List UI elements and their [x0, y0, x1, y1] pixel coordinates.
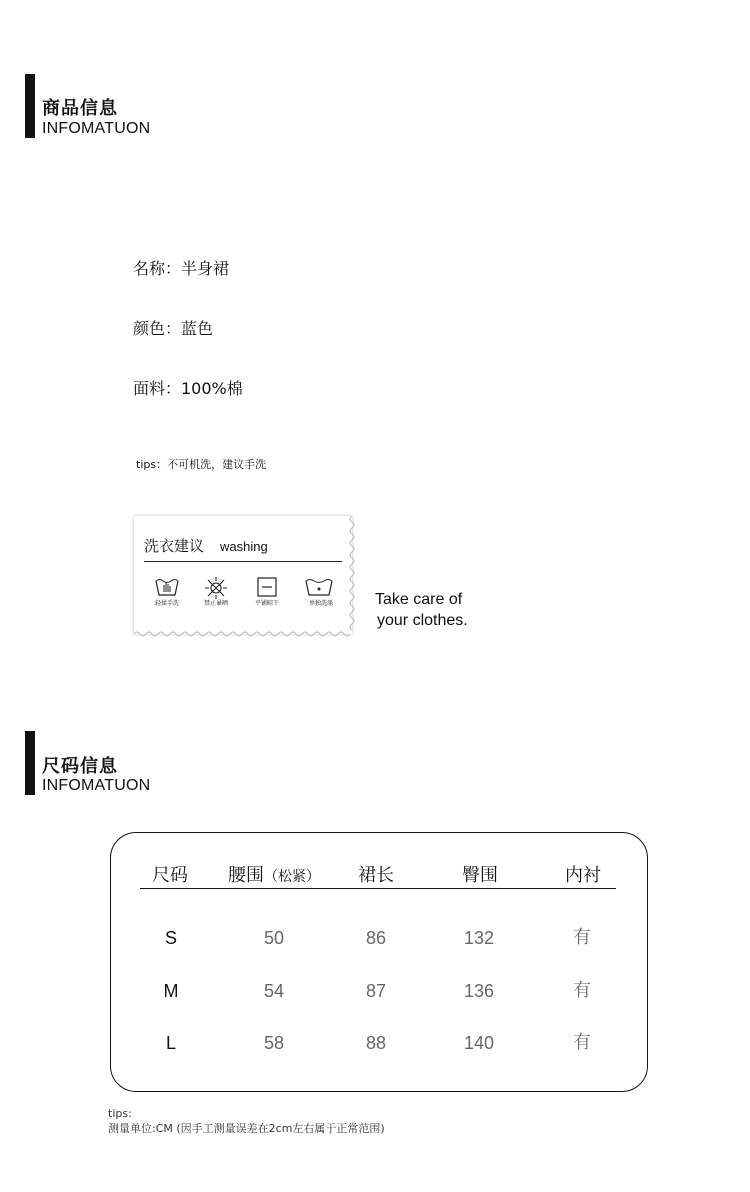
header-size: 尺码 — [152, 865, 188, 886]
care-text-line1: Take care of — [375, 591, 463, 608]
row-lining-s: 有 — [573, 927, 591, 948]
section-marker-bar — [25, 731, 35, 795]
header-hip: 臀围 — [462, 865, 498, 886]
header-waist-note: （松紧） — [264, 869, 320, 885]
washing-title-en: washing — [220, 539, 268, 554]
header-waist: 腰围（松紧） — [228, 865, 320, 886]
row-size-m: M — [163, 981, 179, 1001]
header-length: 裙长 — [358, 865, 394, 886]
row-length-s: 86 — [365, 928, 387, 948]
washing-tips: tips：不可机洗，建议手洗 — [136, 458, 267, 471]
product-fabric: 面料：100%棉 — [133, 379, 243, 398]
no-sun-caption: 禁止暴晒 — [203, 600, 228, 607]
row-hip-s: 132 — [463, 928, 495, 948]
product-section-title: 商品信息 — [42, 98, 118, 119]
flat-dry-caption: 平铺晾干 — [254, 600, 279, 607]
footer-tips-text: 测量单位:CM (因手工测量误差在2cm左右属于正常范围) — [108, 1122, 385, 1135]
row-waist-m: 54 — [263, 981, 285, 1001]
row-lining-l: 有 — [573, 1032, 591, 1053]
scalloped-edge — [134, 630, 352, 638]
separate-wash-caption: 单独洗涤 — [308, 600, 333, 607]
washing-divider — [144, 561, 342, 562]
row-waist-s: 50 — [263, 928, 285, 948]
care-text-line2: your clothes. — [377, 612, 468, 629]
washing-card — [134, 516, 352, 634]
row-size-l: L — [165, 1033, 176, 1053]
row-hip-m: 136 — [463, 981, 495, 1001]
size-section-subtitle: INFOMATUON — [42, 777, 151, 794]
header-divider — [140, 888, 616, 889]
size-section-title: 尺码信息 — [42, 756, 118, 777]
row-waist-l: 58 — [263, 1033, 285, 1053]
hand-wash-caption: 轻揉手洗 — [154, 600, 179, 607]
product-section-subtitle: INFOMATUON — [42, 120, 151, 137]
product-color: 颜色：蓝色 — [133, 319, 214, 338]
section-marker-bar — [25, 74, 35, 138]
row-length-l: 88 — [365, 1033, 387, 1053]
header-lining: 内衬 — [565, 865, 601, 886]
washing-title-cn: 洗衣建议 — [144, 537, 205, 555]
product-name: 名称：半身裙 — [133, 259, 230, 278]
footer-tips-label: tips: — [108, 1107, 132, 1120]
row-hip-l: 140 — [463, 1033, 495, 1053]
row-lining-m: 有 — [573, 980, 591, 1001]
scalloped-edge-right — [348, 516, 356, 634]
row-size-s: S — [164, 928, 177, 948]
row-length-m: 87 — [365, 981, 387, 1001]
